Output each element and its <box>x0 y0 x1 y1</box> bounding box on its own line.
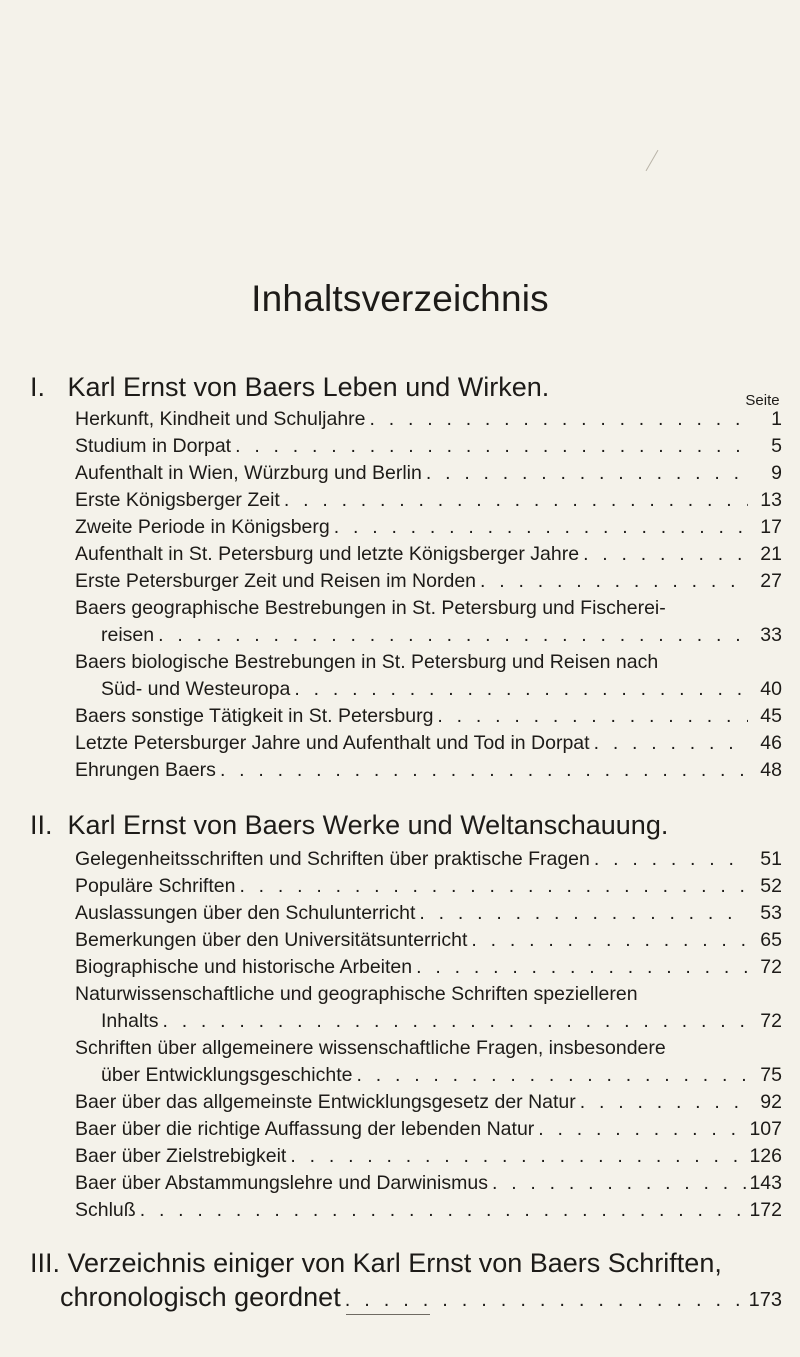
toc-entry[interactable] <box>75 757 782 784</box>
page-number: 51 <box>760 848 782 870</box>
entry-title: Herkunft, Kindheit und Schuljahre <box>75 408 366 430</box>
section-title: Karl Ernst von Baers Werke und Weltanschauung. <box>67 810 669 840</box>
entry-title: Auslassungen über den Schulunterricht <box>75 902 416 924</box>
page-number: 92 <box>760 1091 782 1113</box>
toc-entry[interactable] <box>75 927 782 954</box>
page-number: 1 <box>771 408 782 430</box>
page-number: 65 <box>760 929 782 951</box>
entry-title: Bemerkungen über den Universitätsunterricht <box>75 929 468 951</box>
page-number: 126 <box>749 1145 782 1167</box>
entry-title-continued: über Entwicklungsgeschichte <box>101 1064 353 1086</box>
toc-entry[interactable] <box>75 487 782 514</box>
section-number: III. <box>30 1248 61 1278</box>
toc-entry[interactable] <box>75 1170 782 1197</box>
toc-entry[interactable] <box>75 460 782 487</box>
toc-entry[interactable] <box>75 1035 782 1089</box>
page-number: 9 <box>771 462 782 484</box>
section-heading-2 <box>30 808 770 842</box>
entry-title: Baers biologische Bestrebungen in St. Petersburg und Reisen nach <box>75 651 659 673</box>
entry-title: Ehrungen Baers <box>75 759 216 781</box>
entry-title-continued: Süd- und Westeuropa <box>101 678 291 700</box>
section-title: Verzeichnis einiger von Karl Ernst von Baers Schriften, <box>67 1248 722 1278</box>
entry-title: Erste Petersburger Zeit und Reisen im Norden <box>75 570 477 592</box>
toc-entry[interactable] <box>75 649 782 703</box>
toc-entry[interactable] <box>75 730 782 757</box>
section-heading-3-continued[interactable] <box>60 1280 782 1314</box>
entry-title: Zweite Periode in Königsberg <box>75 516 330 538</box>
page-column-label: Seite <box>745 392 780 409</box>
page-number: 52 <box>760 875 782 897</box>
toc-entry[interactable] <box>75 514 782 541</box>
section-heading-3[interactable] <box>30 1246 770 1280</box>
page-number: 75 <box>760 1064 782 1086</box>
page-number: 17 <box>760 516 782 538</box>
page-number: 40 <box>760 678 782 700</box>
entry-title: Studium in Dorpat <box>75 435 232 457</box>
page-number: 13 <box>760 489 782 511</box>
section-title-continued: chronologisch geordnet <box>60 1282 341 1312</box>
page-number: 173 <box>748 1289 782 1311</box>
section-number: II. <box>30 810 53 840</box>
toc-entry[interactable] <box>75 406 782 433</box>
entry-title: Baers sonstige Tätigkeit in St. Petersburg <box>75 705 434 727</box>
entry-title-continued: reisen <box>101 624 155 646</box>
entry-title: Aufenthalt in St. Petersburg und letzte Königsberger Jahre <box>75 543 580 565</box>
page-number: 107 <box>749 1118 782 1140</box>
toc-entry[interactable] <box>75 541 782 568</box>
entry-title: Naturwissenschaftliche und geographische Schriften spezielleren <box>75 983 638 1005</box>
entry-title: Aufenthalt in Wien, Würzburg und Berlin <box>75 462 422 484</box>
entry-title: Schluß <box>75 1199 136 1221</box>
paper-speck <box>646 150 659 171</box>
entry-title-continued: Inhalts <box>101 1010 159 1032</box>
closing-rule <box>346 1314 430 1315</box>
page-number: 72 <box>760 1010 782 1032</box>
toc-entry[interactable] <box>75 846 782 873</box>
page-number: 33 <box>760 624 782 646</box>
page-number: 46 <box>760 732 782 754</box>
toc-entry[interactable] <box>75 873 782 900</box>
page-number: 5 <box>771 435 782 457</box>
toc-entry[interactable] <box>75 595 782 649</box>
entry-title: Gelegenheitsschriften und Schriften über praktische Fragen <box>75 848 590 870</box>
toc-entry[interactable] <box>75 1143 782 1170</box>
entry-title: Biographische und historische Arbeiten <box>75 956 413 978</box>
section-number: I. <box>30 372 46 402</box>
page-number: 72 <box>760 956 782 978</box>
toc-entry[interactable] <box>75 1197 782 1224</box>
entry-title: Baers geographische Bestrebungen in St. Petersburg und Fischerei- <box>75 597 666 619</box>
page-number: 48 <box>760 759 782 781</box>
toc-entry[interactable] <box>75 1089 782 1116</box>
toc-entry[interactable] <box>75 900 782 927</box>
section-heading-1 <box>30 370 770 404</box>
page-number: 172 <box>749 1199 782 1221</box>
toc-entry[interactable] <box>75 1116 782 1143</box>
toc-entry[interactable] <box>75 703 782 730</box>
page-number: 27 <box>760 570 782 592</box>
toc-entry[interactable] <box>75 433 782 460</box>
entry-title: Erste Königsberger Zeit <box>75 489 280 511</box>
section-title: Karl Ernst von Baers Leben und Wirken. <box>67 372 550 402</box>
page-number: 53 <box>760 902 782 924</box>
toc-entry[interactable] <box>75 954 782 981</box>
page-title: Inhaltsverzeichnis <box>251 278 549 319</box>
page-number: 143 <box>749 1172 782 1194</box>
entry-title: Populäre Schriften <box>75 875 236 897</box>
entry-title: Baer über das allgemeinste Entwicklungsgesetz der Natur <box>75 1091 576 1113</box>
toc-entry[interactable] <box>75 568 782 595</box>
page-number: 45 <box>760 705 782 727</box>
entry-title: Schriften über allgemeinere wissenschaftliche Fragen, insbesondere <box>75 1037 666 1059</box>
toc-entry[interactable] <box>75 981 782 1035</box>
page-number: 21 <box>760 543 782 565</box>
entry-title: Letzte Petersburger Jahre und Aufenthalt und Tod in Dorpat <box>75 732 590 754</box>
entry-title: Baer über Abstammungslehre und Darwinismus <box>75 1172 488 1194</box>
entry-title: Baer über Zielstrebigkeit <box>75 1145 287 1167</box>
entry-title: Baer über die richtige Auffassung der lebenden Natur <box>75 1118 535 1140</box>
